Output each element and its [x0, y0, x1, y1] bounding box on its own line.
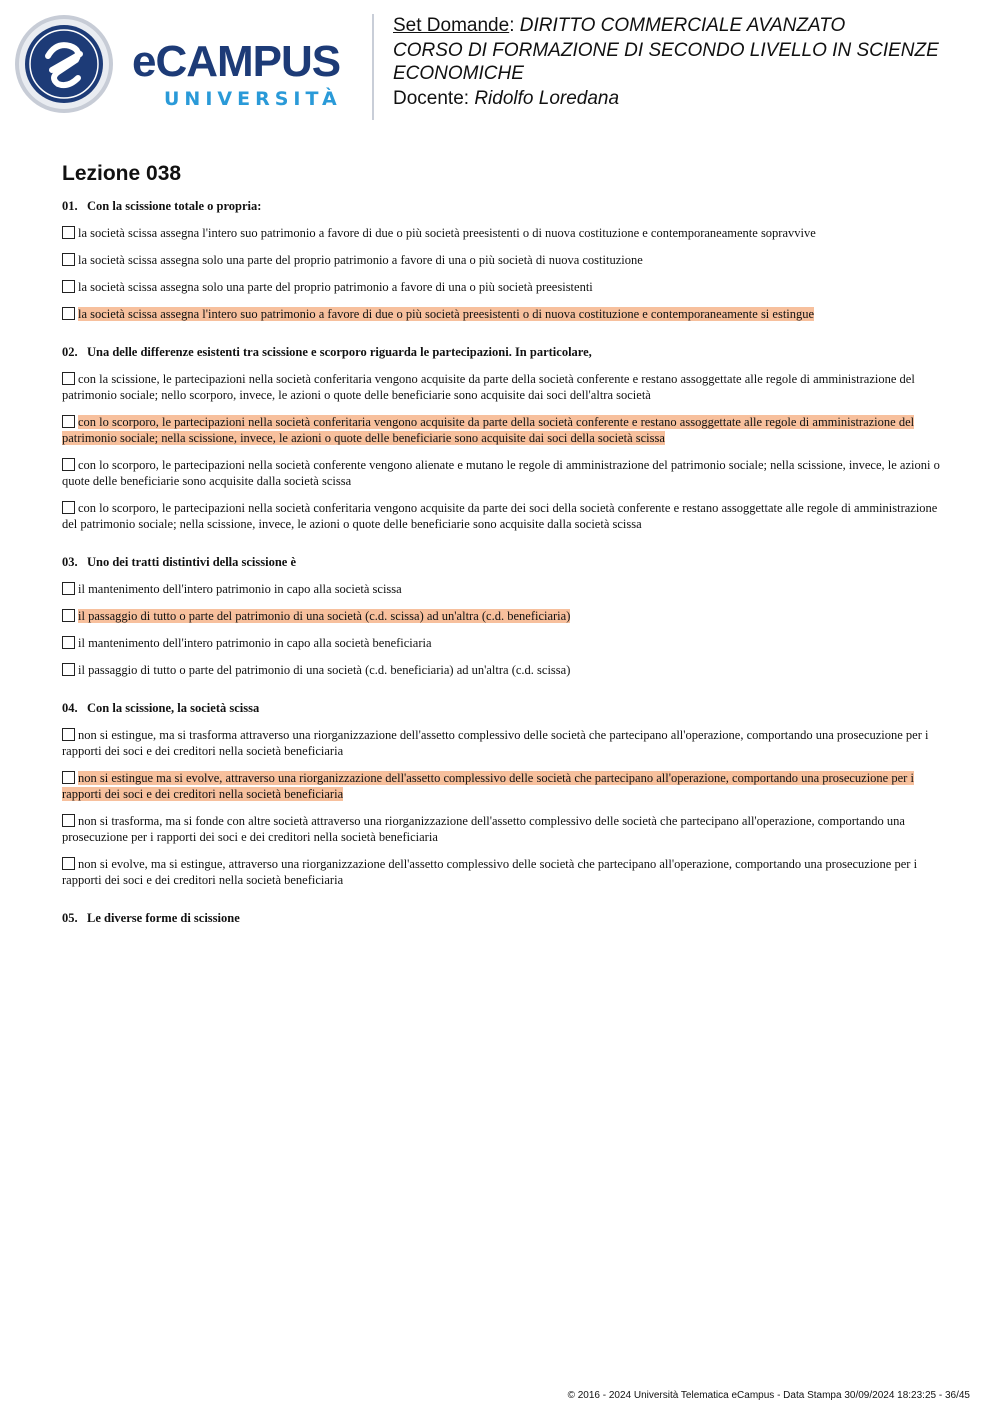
answer-checkbox[interactable]	[62, 857, 75, 870]
answer-text: non si trasforma, ma si fonde con altre società attraverso una riorganizzazione dell'assetto complessivo delle società che partecipano all'operazione, comportando una prosecuzione per i rapporti dei soci e dei creditori nella società beneficiaria	[62, 814, 905, 844]
question-text	[62, 910, 942, 926]
header-info	[393, 14, 973, 112]
answer-option	[62, 662, 942, 678]
question-number: 01.	[62, 199, 78, 213]
answer-option	[62, 225, 942, 241]
page-footer: © 2016 - 2024 Università Telematica eCampus - Data Stampa 30/09/2024 18:23:25 - 36/45	[567, 1390, 970, 1401]
answer-checkbox[interactable]	[62, 372, 75, 385]
answer-checkbox[interactable]	[62, 814, 75, 827]
question-list	[62, 198, 942, 926]
answer-checkbox[interactable]	[62, 226, 75, 239]
question-text	[62, 344, 942, 360]
answer-checkbox[interactable]	[62, 458, 75, 471]
answer-option	[62, 500, 942, 532]
question-label: Con la scissione, la società scissa	[87, 701, 260, 715]
answer-option	[62, 457, 942, 489]
answer-text: la società scissa assegna l'intero suo patrimonio a favore di due o più società preesistenti o di nuova costituzione e contemporaneamente si estingue	[78, 307, 815, 321]
answer-option	[62, 727, 942, 759]
answer-text: il passaggio di tutto o parte del patrimonio di una società (c.d. scissa) ad un'altra (c.d. beneficiaria)	[78, 609, 571, 623]
answer-text: con lo scorporo, le partecipazioni nella società conferitaria vengono acquisite da parte dei soci della società conferente e restano assoggettate alle regole di amministrazione del patrimonio sociale; nella scissione, invece, le azioni o quote delle beneficiarie sono acquisite dalla società scissa	[62, 501, 938, 531]
answer-checkbox[interactable]	[62, 307, 75, 320]
answer-checkbox[interactable]	[62, 728, 75, 741]
question-number: 04.	[62, 701, 78, 715]
answer-checkbox[interactable]	[62, 582, 75, 595]
answer-option	[62, 813, 942, 845]
answer-checkbox[interactable]	[62, 501, 75, 514]
question-label: Con la scissione totale o propria:	[87, 199, 262, 213]
answer-text: non si estingue, ma si trasforma attraverso una riorganizzazione dell'assetto complessivo delle società che partecipano all'operazione, comportando una prosecuzione per i rapporti dei soci e dei creditori nella società beneficiaria	[62, 728, 929, 758]
set-line	[393, 14, 973, 37]
ecampus-seal-logo-icon	[14, 14, 114, 114]
answer-text: con lo scorporo, le partecipazioni nella società conferitaria vengono acquisite da parte della società conferente e restano assoggettate alle regole di amministrazione del patrimonio sociale; nella scissione, invece, le azioni o quote delle beneficiarie sono acquisite dai soci della società scissa	[62, 415, 915, 445]
logo-subtitle: UNIVERSITÀ	[164, 88, 342, 110]
answer-option	[62, 635, 942, 651]
teacher-label: Docente:	[393, 88, 475, 109]
question-label: Uno dei tratti distintivi della scissione è	[87, 555, 297, 569]
ecampus-wordmark	[132, 38, 362, 118]
logo-brand: eCAMPUS	[132, 37, 341, 86]
question-item	[62, 344, 942, 532]
question-item	[62, 554, 942, 678]
header-divider	[372, 14, 374, 120]
answer-text: con lo scorporo, le partecipazioni nella società conferente vengono alienate e mutano le regole di amministrazione del patrimonio sociale; nella scissione, invece, le azioni o quote delle beneficiarie sono acquisite dalla società scissa	[62, 458, 940, 488]
course-title: DIRITTO COMMERCIALE AVANZATO	[519, 15, 846, 36]
answer-text: il mantenimento dell'intero patrimonio in capo alla società beneficiaria	[78, 636, 432, 650]
answer-text: non si evolve, ma si estingue, attraverso una riorganizzazione dell'assetto complessivo delle società che partecipano all'operazione, comportando una prosecuzione per i rapporti dei soci e dei creditori nella società beneficiaria	[62, 857, 918, 887]
answer-option	[62, 608, 942, 624]
answer-text: la società scissa assegna l'intero suo patrimonio a favore di due o più società preesistenti o di nuova costituzione e contemporaneamente sopravvive	[78, 226, 816, 240]
answer-text: la società scissa assegna solo una parte del proprio patrimonio a favore di una o più società preesistenti	[78, 280, 593, 294]
answer-option	[62, 770, 942, 802]
set-label: Set Domande	[393, 15, 510, 36]
question-text	[62, 198, 942, 214]
lesson-title: Lezione 038	[62, 162, 182, 185]
answer-checkbox[interactable]	[62, 609, 75, 622]
answer-option	[62, 414, 942, 446]
answer-checkbox[interactable]	[62, 415, 75, 428]
teacher-line	[393, 87, 973, 110]
answer-option	[62, 279, 942, 295]
answer-text: non si estingue ma si evolve, attraverso una riorganizzazione dell'assetto complessivo delle società che partecipano all'operazione, comportando una prosecuzione per i rapporti dei soci e dei creditori nella società beneficiaria	[62, 771, 914, 801]
answer-option	[62, 306, 942, 322]
question-number: 05.	[62, 911, 78, 925]
course-subtitle: CORSO DI FORMAZIONE DI SECONDO LIVELLO IN SCIENZE ECONOMICHE	[393, 40, 939, 84]
answer-text: con la scissione, le partecipazioni nella società conferitaria vengono acquisite da parte della società conferente e restano assoggettate alle regole di amministrazione del patrimonio sociale; nello scorporo, invece, le azioni o quote delle beneficiarie sono acquisite dai soci dell'altra società	[62, 372, 915, 402]
page-header	[0, 0, 1000, 130]
question-label: Una delle differenze esistenti tra scissione e scorporo riguarda le partecipazioni. In particolare,	[87, 345, 592, 359]
question-item	[62, 700, 942, 888]
set-separator: :	[509, 15, 520, 36]
answer-text: la società scissa assegna solo una parte del proprio patrimonio a favore di una o più società di nuova costituzione	[78, 253, 643, 267]
answer-option	[62, 856, 942, 888]
question-number: 03.	[62, 555, 78, 569]
lesson-content	[62, 160, 942, 948]
answer-checkbox[interactable]	[62, 253, 75, 266]
teacher-name: Ridolfo Loredana	[474, 88, 620, 109]
answer-checkbox[interactable]	[62, 663, 75, 676]
answer-checkbox[interactable]	[62, 280, 75, 293]
answer-option	[62, 371, 942, 403]
question-label: Le diverse forme di scissione	[87, 911, 240, 925]
answer-checkbox[interactable]	[62, 636, 75, 649]
answer-option	[62, 581, 942, 597]
question-number: 02.	[62, 345, 78, 359]
question-item	[62, 198, 942, 322]
answer-checkbox[interactable]	[62, 771, 75, 784]
question-item	[62, 910, 942, 926]
question-text	[62, 554, 942, 570]
answer-text: il mantenimento dell'intero patrimonio in capo alla società scissa	[78, 582, 402, 596]
question-text	[62, 700, 942, 716]
answer-text: il passaggio di tutto o parte del patrimonio di una società (c.d. beneficiaria) ad un'altra (c.d. scissa)	[78, 663, 571, 677]
answer-option	[62, 252, 942, 268]
